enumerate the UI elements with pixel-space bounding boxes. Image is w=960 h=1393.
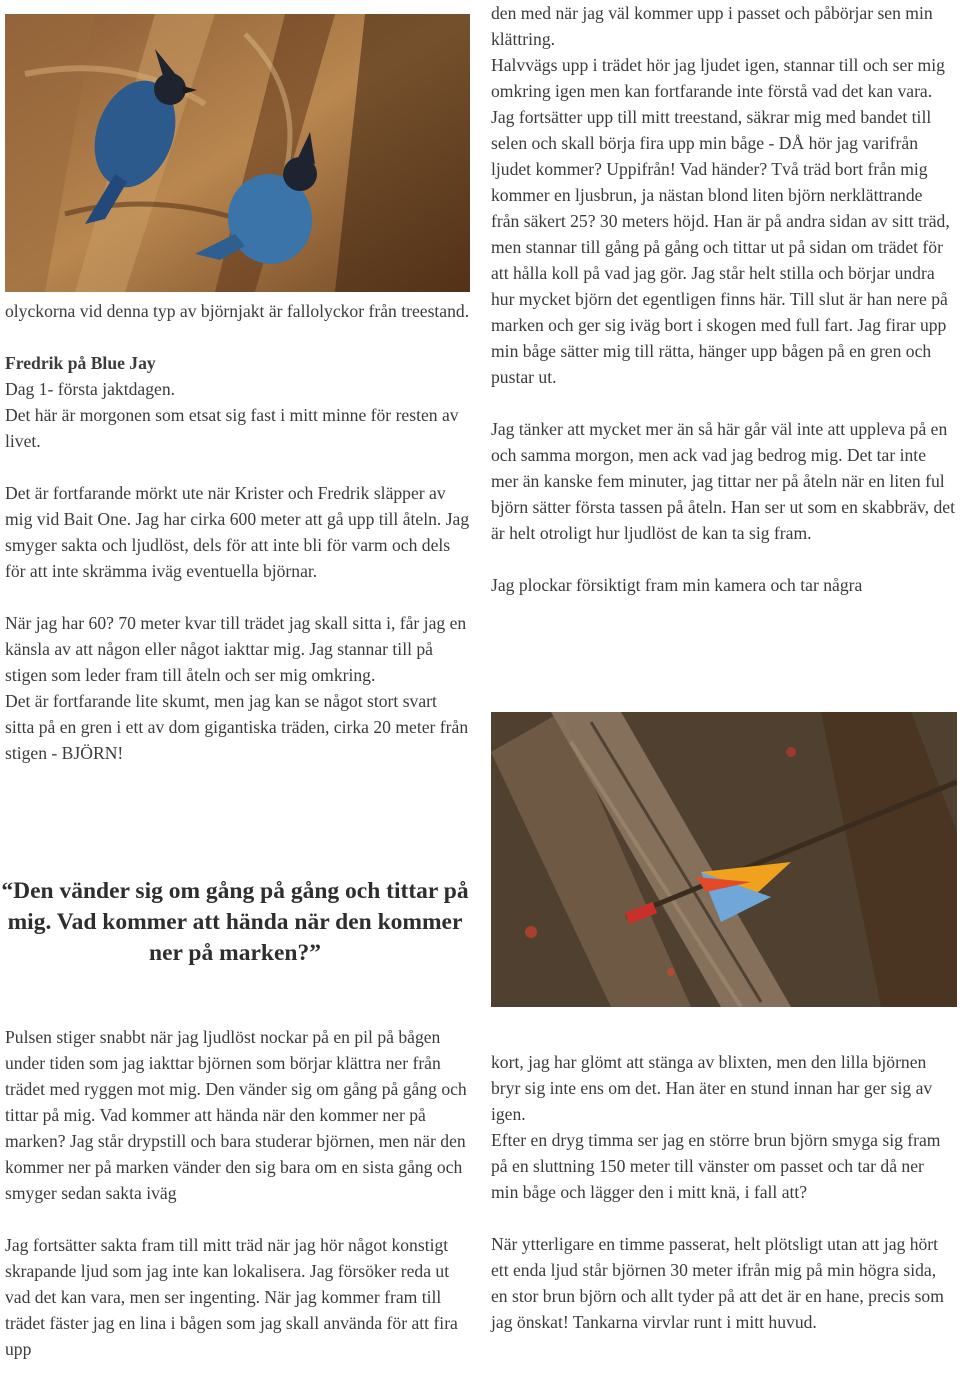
paragraph-camera: Jag plockar försiktigt fram min kamera och tar några [491,575,863,595]
paragraph-halfway: Halvvägs upp i trädet hör jag ljudet igen, stannar till och ser mig omkring igen men kan fortfarande inte förstå vad det kan vara. [491,55,945,101]
morning-line: Det här är morgonen som etsat sig fast i mitt minne för resten av livet. [5,405,459,451]
paragraph-hour: Efter en dryg timma ser jag en större brun björn smyga sig fram på en sluttning 150 meter till vänster om passet och tar då ner min båge och lägger den i mitt knä, i fall att? [491,1130,941,1202]
right-column-top [491,0,955,598]
paragraph-skumt: Det är fortfarande lite skumt, men jag kan se något stort svart sitta på en gren i ett av dom gigantiska träden, cirka 20 meter från stigen - BJÖRN! [5,691,469,763]
paragraph-morning: Jag tänker att mycket mer än så här går väl inte att uppleva på en och samma morgon, men ack vad jag bedrog mig. Det tar inte mer än kanske fem minuter, jag tittar ner på åteln när en liten ful björn sätter första tassen på åteln. Han ser ut som en skabbräv, det är helt otroligt hur ljudlöst de kan ta sig fram. [491,419,955,543]
left-column-bottom [5,1024,470,1362]
intro-paragraph: olyckorna vid denna typ av björnjakt är fallolyckor från treestand. [5,301,470,321]
left-column-top [5,298,470,766]
pull-quote: “Den vänder sig om gång på gång och tittar på mig. Vad kommer att hända när den kommer ner på marken?” [1,878,469,966]
paragraph-another: När ytterligare en timme passerat, helt plötsligt utan att jag hört ett enda ljud står björnen 30 meter ifrån mig på min högra sida, en stor brun björn och allt tyder på att det är en hane, precis som jag önskat! Tankarna virvlar runt i mitt huvud. [491,1234,944,1332]
day-line: Dag 1- första jaktdagen. [5,379,176,399]
paragraph-continue: Jag fortsätter sakta fram till mitt träd när jag hör något konstigt skrapande ljud som jag inte kan lokalisera. Jag försöker reda ut vad det kan vara, men ser ingenting. När jag kommer fram till trädet fäster jag en lina i bågen som jag skall använda för att fira upp [5,1235,458,1359]
blue-jay-photo [5,14,470,292]
paragraph-dark: Det är fortfarande mörkt ute när Krister och Fredrik släpper av mig vid Bait One. Jag har cirka 600 meter att gå upp till åteln. Jag smyger sakta och ljudlöst, dels för att inte bli för varm och dels för att inte skrämma iväg eventuella björnar. [5,483,470,581]
paragraph-pulse: Pulsen stiger snabbt när jag ljudlöst nockar på en pil på bågen under tiden som jag iakttar björnen som börjar klättra ner från trädet med ryggen mot mig. Den vänder sig om gång på gång och tittar på mig. Vad kommer att hända när den kommer ner på marken? Jag står drypstill och bara studerar björnen, men när den kommer ner på marken vänder den sig bara om en sista gång och smyger sedan sakta iväg [5,1027,467,1203]
paragraph-stand: Jag fortsätter upp till mitt treestand, säkrar mig med bandet till selen och skall börja fira upp min båge - DÅ hör jag varifrån ljudet kommer? Uppifrån! Vad händer? Två träd bort från mig kommer en ljusbrun, ja nästan blond liten björn nerklättrande från säkert 25? 30 meters höjd. Han är på andra sidan av sitt träd, men stannar till gång på gång och tittar ut på sidan om trädet för att hålla koll på vad jag gör. Jag står helt stilla och börjar undra hur mycket björn det egentligen finns här. Till slut är han nere på marken och ger sig iväg bort i skogen med full fart. Jag firar upp min båge sätter mig till rätta, hänger upp bågen på en gren och pustar ut. [491,107,950,387]
section-heading: Fredrik på Blue Jay [5,353,156,373]
paragraph-60m: När jag har 60? 70 meter kvar till trädet jag skall sitta i, får jag en känsla av att någon eller något iakttar mig. Jag stannar till på stigen som leder fram till åteln och ser mig omkring. [5,613,467,685]
right-column-bottom [491,1049,955,1335]
arrow-photo [491,712,957,1007]
paragraph-flash: kort, jag har glömt att stänga av blixten, men den lilla björnen bryr sig inte ens om det. Han äter en stund innan har ger sig av igen. [491,1052,933,1124]
paragraph-top: den med när jag väl kommer upp i passet och påbörjar sen min klättring. [491,3,933,49]
